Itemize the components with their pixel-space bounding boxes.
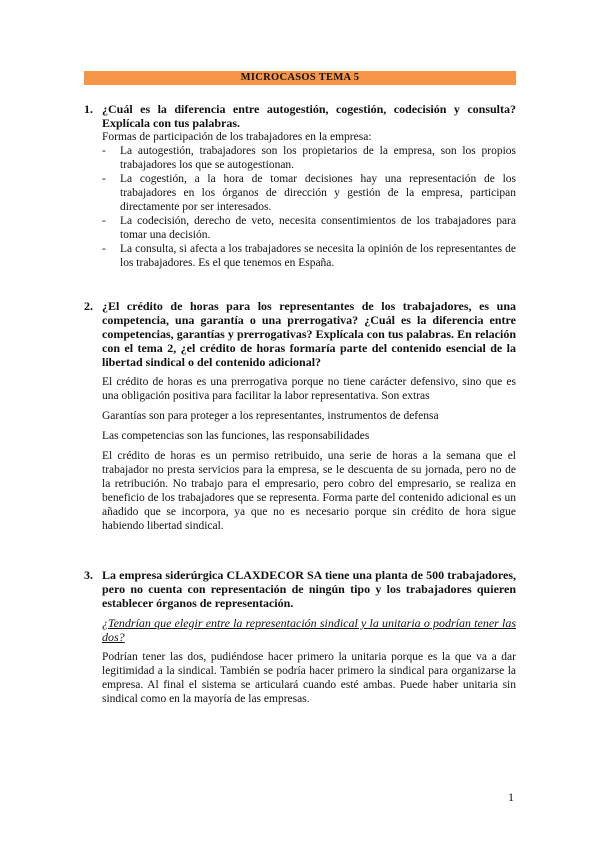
answer-2-paragraph: El crédito de horas es una prerrogativa porque no tiene carácter defensivo, sino que es una obligación positiva para facilitar la labor representativa. Son extras <box>102 376 516 402</box>
question-3-subquestion: ¿Tendrían que elegir entre la representación sindical y la unitaria o podrían tener las dos? <box>102 616 516 644</box>
answer-3-paragraph: Podrían tener las dos, pudiéndose hacer primero la unitaria porque es la que va a dar legitimidad a la sindical. También se podría hacer primero la sindical para organizarse la empresa. Al final el sistema se articulará cuando esté ambas. Puede haber unitaria sin sindical como en la mayoría de las empresas. <box>102 651 516 705</box>
question-2-heading <box>84 299 516 369</box>
answer-1-intro: Formas de participación de los trabajadores en la empresa: <box>102 131 372 143</box>
question-1-answer <box>102 130 516 270</box>
question-2-answer <box>102 375 516 533</box>
question-3-answer <box>102 616 516 706</box>
question-3 <box>84 568 516 706</box>
page-number: 1 <box>508 790 514 804</box>
question-3-heading <box>84 568 516 610</box>
question-3-text: La empresa siderúrgica CLAXDECOR SA tiene una planta de 500 trabajadores, pero no cuenta con representación de ningún tipo y los trabajadores quieren establecer órganos de representación. <box>102 568 516 610</box>
question-1-heading <box>84 102 516 130</box>
list-item: - La codecisión, derecho de veto, necesita consentimientos de los trabajadores para tomar una decisión. <box>102 214 516 242</box>
question-1-text: ¿Cuál es la diferencia entre autogestión, cogestión, codecisión y consulta? Explícala con tus palabras. <box>102 102 516 130</box>
document-title: MICROCASOS TEMA 5 <box>84 71 516 85</box>
question-2-number: 2. <box>84 299 93 313</box>
answer-2-paragraph: Las competencias son las funciones, las responsabilidades <box>102 430 370 442</box>
question-1-number: 1. <box>84 102 93 116</box>
answer-1-list <box>102 144 516 270</box>
list-item: - La cogestión, a la hora de tomar decisiones hay una representación de los trabajadores en los órganos de dirección y gestión de la empresa, participan directamente por ser interesados. <box>102 172 516 214</box>
question-2-text: ¿El crédito de horas para los representantes de los trabajadores, es una competencia, una garantía o una prerrogativa? ¿Cuál es la diferencia entre competencias, garantías y prerrogativas? Explícala con tus palabras. En relación con el tema 2, ¿el crédito de horas formaría parte del contenido esencial de la libertad sindical o del contenido adicional? <box>102 299 516 369</box>
question-1 <box>84 102 516 270</box>
question-3-number: 3. <box>84 568 93 582</box>
answer-2-paragraph: El crédito de horas es un permiso retribuido, una serie de horas a la semana que el trabajador no presta servicios para la empresa, se le descuenta de su jornada, pero no de la retribución. No trabajo para el empresario, pero cobro del empresario, se realiza en beneficio de los trabajadores que se representa. Forma parte del contenido adicional es un añadido que se incorpora, ya que no es necesario porque sin crédito de hora sigue habiendo libertad sindical. <box>102 450 516 532</box>
answer-2-paragraph: Garantías son para proteger a los representantes, instrumentos de defensa <box>102 410 439 422</box>
list-item: - La consulta, si afecta a los trabajadores se necesita la opinión de los representantes de los trabajadores. Es el que tenemos en España. <box>102 242 516 270</box>
question-2 <box>84 299 516 533</box>
list-item: - La autogestión, trabajadores son los propietarios de la empresa, son los propios trabajadores los que se autogestionan. <box>102 144 516 172</box>
